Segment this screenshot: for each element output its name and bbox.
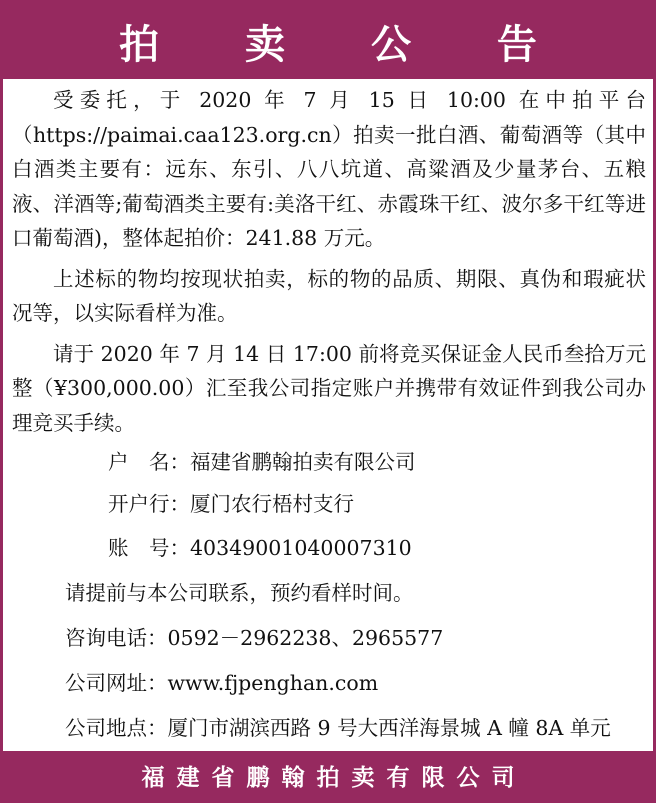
bank-label: 开户行： bbox=[108, 492, 190, 516]
footer-bar bbox=[3, 751, 653, 800]
account-number-value: 40349001040007310 bbox=[190, 536, 412, 560]
footer-company-name: 福建省鹏翰拍卖有限公司 bbox=[141, 764, 527, 791]
website-row bbox=[12, 666, 378, 701]
phone-value: 0592－2962238、2965577 bbox=[167, 626, 444, 650]
website-link[interactable]: www.fjpenghan.com bbox=[167, 671, 379, 695]
title-bar bbox=[3, 3, 653, 79]
phone-label: 咨询电话： bbox=[65, 626, 168, 650]
address-label: 公司地点： bbox=[65, 716, 168, 740]
website-label: 公司网址： bbox=[65, 671, 168, 695]
address-row bbox=[12, 711, 611, 746]
account-name-label: 户 名： bbox=[108, 450, 190, 474]
account-number-row bbox=[12, 531, 412, 566]
phone-row bbox=[12, 621, 443, 656]
advance-notice-row bbox=[12, 576, 414, 611]
account-number-label: 账 号： bbox=[108, 536, 190, 560]
paragraph-deposit-instructions: 请于 2020 年 7 月 14 日 17:00 前将竞买保证金人民币叁拾万元整（¥300,000.00）汇至我公司指定账户并携带有效证件到我公司办理竞买手续。 bbox=[12, 341, 646, 435]
paragraph-as-is-condition: 上述标的物均按现状拍卖，标的物的品质、期限、真伪和瑕疵状况等，以实际看样为准。 bbox=[12, 266, 646, 325]
bank-row bbox=[12, 487, 354, 522]
bank-value: 厦门农行梧村支行 bbox=[190, 492, 354, 516]
notice-title: 拍 卖 公 告 bbox=[119, 20, 573, 68]
address-value: 厦门市湖滨西路 9 号大西洋海景城 A 幢 8A 单元 bbox=[167, 716, 611, 740]
paragraph-auction-details: 受委托，于 2020 年 7 月 15 日 10:00 在中拍平台（https://paimai.caa123.org.cn）拍卖一批白酒、葡萄酒等（其中白酒类主要有：远东、东引、八八坑道、高粱酒及少量茅台、五粮液、洋酒等;葡萄酒类主要有:美洛干红、赤霞珠干红、波尔多干红等进口葡萄酒)，整体起拍价：241.88 万元。 bbox=[12, 88, 646, 250]
notice-body bbox=[12, 83, 646, 440]
account-name-row bbox=[12, 445, 416, 480]
advance-notice-text: 请提前与本公司联系，预约看样时间。 bbox=[65, 581, 414, 605]
account-name-value: 福建省鹏翰拍卖有限公司 bbox=[190, 450, 416, 474]
